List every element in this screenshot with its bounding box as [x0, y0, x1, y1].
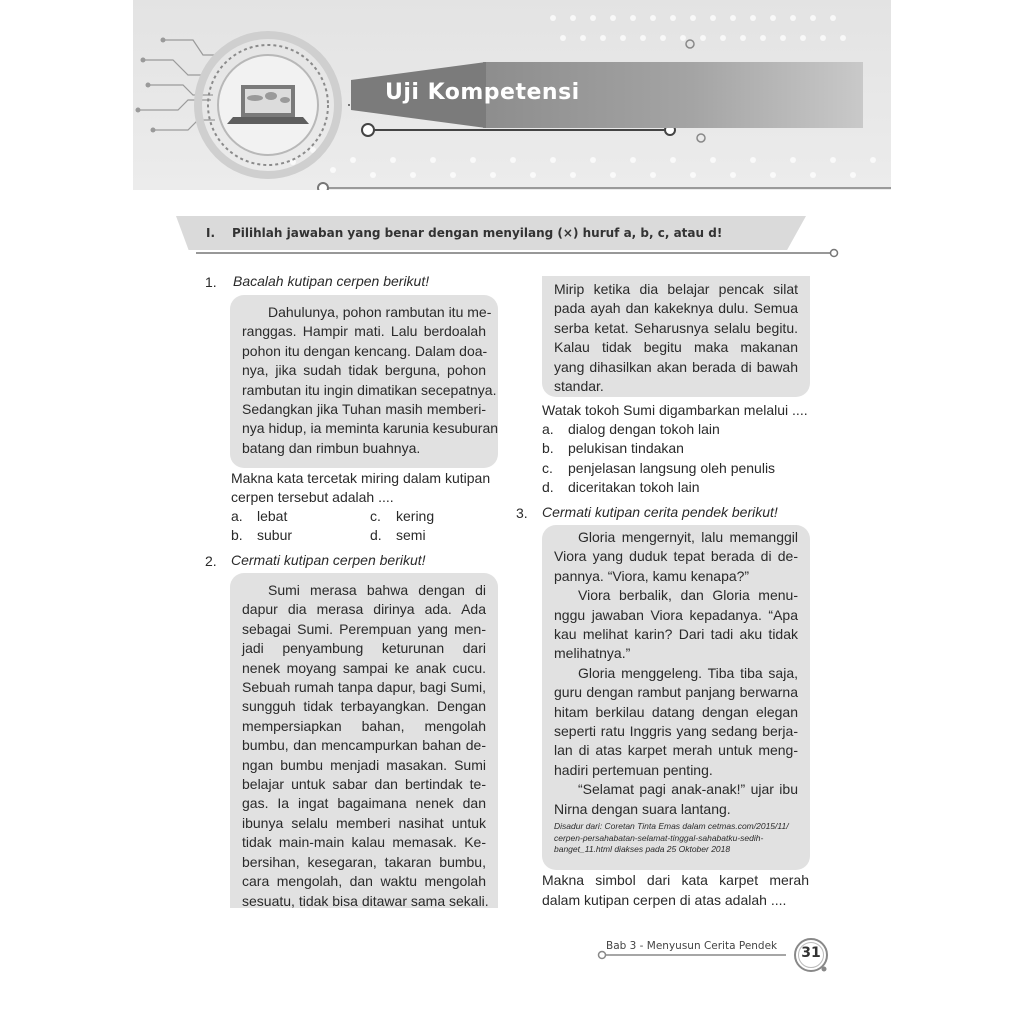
passage-line: belajar untuk sabar dan bertindak te- [242, 776, 486, 793]
passage-line: melihatnya.” [554, 645, 631, 662]
passage-1-box [230, 295, 498, 468]
option-letter: a. [231, 508, 243, 524]
option-letter: a. [542, 421, 554, 437]
footer-chapter: Bab 3 - Menyusun Cerita Pendek [606, 940, 778, 952]
passage-line: rambutan itu ingin dimatikan secepatnya. [242, 381, 497, 398]
passage-line: bumbu, dan mencampurkan bahan de- [242, 737, 486, 754]
passage-line: Sebuah rumah tanpa dapur, bagi Sumi, [242, 679, 486, 696]
option-letter: d. [542, 479, 554, 495]
question-1-text-line: Makna kata tercetak miring dalam kutipan [231, 470, 491, 486]
passage-line: serba ketat. Seharusnya selalu begitu. [554, 319, 798, 336]
passage-line: ngan bumbu menjadi masakan. Sumi [242, 756, 486, 773]
option-letter: b. [542, 440, 554, 456]
source-citation: cerpen-persahabatan-selamat-tinggal-sahabatku-sedih- [554, 832, 764, 843]
passage-2-continued-box [542, 276, 810, 397]
instruction-underline [176, 248, 840, 260]
passage-line: Nirna dengan suara lantang. [554, 800, 731, 817]
question-3-text-line: dalam kutipan cerpen di atas adalah .... [542, 892, 787, 908]
source-citation: banget_11.html diakses pada 25 Oktober 2018 [554, 844, 731, 855]
passage-line: Kalau tidak begitu maka makanan [554, 339, 798, 356]
option-letter: b. [231, 527, 243, 543]
question-2-number: 2. [205, 553, 217, 569]
passage-line: Gloria menggeleng. Tiba tiba saja, [578, 664, 798, 681]
instruction-text: Pilihlah jawaban yang benar dengan menyilang (×) huruf a, b, c, atau d! [232, 226, 723, 240]
passage-line: pannya. “Viora, kamu kenapa?” [554, 567, 750, 584]
page-title: Uji Kompetensi [385, 80, 580, 105]
source-citation: Disadur dari: Coretan Tinta Emas dalam cetmas.com/2015/11/ [554, 821, 789, 832]
option-letter: d. [370, 527, 382, 543]
question-3-text-line: Makna simbol dari kata karpet merah [542, 872, 809, 888]
passage-line: Sumi merasa bahwa dengan di [268, 582, 486, 598]
option-letter: c. [542, 460, 553, 476]
passage-line: Sedangkan jika Tuhan masih memberi- [242, 401, 486, 418]
page-number: 31 [801, 945, 821, 961]
passage-line: hadiri pertemuan penting. [554, 761, 713, 778]
passage-3-box [542, 525, 810, 870]
passage-line: lan di atas karpet merah untuk meng- [554, 742, 798, 759]
passage-line: Dahulunya, pohon rambutan itu me- [268, 304, 492, 320]
passage-line: pada ayah dan kakeknya dulu. Semua [554, 300, 798, 317]
option-2b[interactable]: pelukisan tindakan [568, 440, 684, 456]
passage-line: nenek moyang sampai ke anak cucu. [242, 659, 486, 676]
passage-line: pohon itu dengan kencang. Dalam doa- [242, 342, 488, 359]
option-1d[interactable]: semi [396, 527, 426, 543]
passage-line: Gloria mengernyit, lalu memanggil [578, 529, 798, 545]
passage-line: nya hidup, ia meminta karunia kesuburan [242, 420, 499, 437]
passage-line: batang dan rimbun buahnya. [242, 439, 421, 456]
passage-line: tidak main-main kalau memasak. Ke- [242, 834, 486, 851]
passage-line: guru dengan rambut panjang berwarna [554, 684, 798, 701]
passage-line: jadi penyambung keturunan dari [242, 640, 486, 657]
option-1c[interactable]: kering [396, 508, 435, 524]
passage-line: standar. [554, 378, 604, 395]
passage-line: bersihan, kesegaran, takaran bumbu, [242, 853, 486, 870]
passage-line: sesuatu, tidak bisa ditawar sama sekali. [242, 892, 489, 909]
option-letter: c. [370, 508, 381, 524]
passage-line: Mirip ketika dia belajar pencak silat [554, 281, 798, 297]
passage-line: ranggas. Hampir mati. Lalu berdoalah [242, 323, 486, 340]
passage-line: gas. Ia ingat bagaimana nenek dan [242, 795, 486, 812]
question-2-prompt: Cermati kutipan cerpen berikut! [231, 552, 426, 568]
option-2a[interactable]: dialog dengan tokoh lain [568, 421, 720, 437]
question-1-number: 1. [205, 274, 217, 290]
question-3-prompt: Cermati kutipan cerita pendek berikut! [542, 504, 778, 520]
passage-line: dapur dia merasa dirinya ada. Ada [242, 601, 486, 618]
passage-line: cara mengolah, dan waktu mengolah [242, 873, 486, 890]
question-1-text-line: cerpen tersebut adalah .... [231, 489, 394, 505]
passage-line: mempersiapkan bahan, mengolah [242, 717, 486, 734]
question-3-number: 3. [516, 505, 528, 521]
option-1a[interactable]: lebat [257, 508, 288, 524]
option-2d[interactable]: diceritakan tokoh lain [568, 479, 700, 495]
question-2-text: Watak tokoh Sumi digambarkan melalui .... [542, 402, 808, 418]
passage-line: seperti ratu Inggris yang sedang berja- [554, 723, 798, 740]
passage-line: Viora berbalik, dan Gloria menu- [578, 587, 798, 604]
passage-line: sungguh tidak terbayangkan. Dengan [242, 698, 486, 715]
option-1b[interactable]: subur [257, 527, 293, 543]
passage-line: kau melihat karin? Dari tadi aku tidak [554, 626, 798, 643]
passage-line: ibunya selalu memberi nasihat untuk [242, 814, 486, 831]
passage-line: sebagai Sumi. Perempuan yang men- [242, 620, 486, 637]
option-2c[interactable]: penjelasan langsung oleh penulis [568, 460, 776, 476]
passage-line: nggu jawaban Viora kepadanya. “Apa [554, 606, 798, 623]
passage-line: hitam berkilau datang dengan elegan [554, 703, 798, 720]
passage-line: yang dihasilkan akan berada di bawah [554, 358, 798, 375]
passage-line: Viora yang duduk tepat berada di de- [554, 548, 798, 565]
passage-line: “Selamat pagi anak-anak!” ujar ibu [578, 781, 798, 798]
instruction-number: I. [206, 226, 216, 240]
passage-2-box [230, 573, 498, 908]
passage-line: nya, jika sudah tidak berguna, pohon [242, 362, 486, 379]
question-1-prompt: Bacalah kutipan cerpen berikut! [233, 273, 430, 289]
